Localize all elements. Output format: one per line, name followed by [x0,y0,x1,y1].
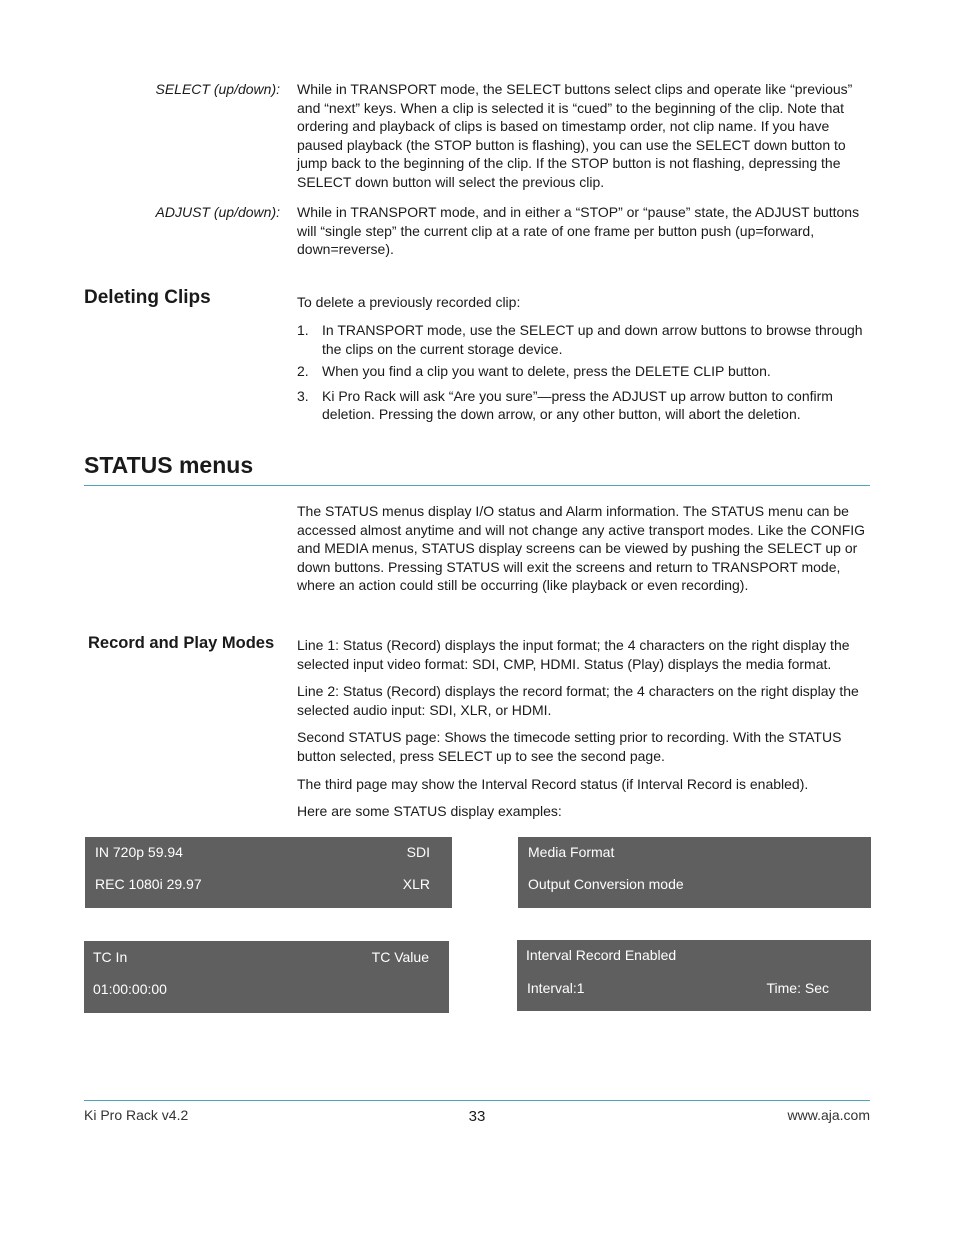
record-play-paragraphs [297,636,872,821]
mode-paragraph: Line 2: Status (Record) displays the record format; the 4 characters on the right display the selected audio input: SDI, XLR, or HDMI. [297,683,859,718]
status-intro: The STATUS menus display I/O status and Alarm information. The STATUS menu can be accessed almost anytime and will not change any active transport modes. Like the CONFIG and MEDIA menus, STATUS display screens can be viewed by pushing the SELECT up or down buttons. Pressing STATUS will exit the screens and return to TRANSPORT mode, where an action could still be occurring (like playback or even recording). [297,503,866,594]
status-menus-heading: STATUS menus [84,452,254,478]
section-rule [84,485,870,486]
page-number: 33 [468,1108,486,1125]
status-display-input [85,837,452,908]
deleting-steps [297,321,872,424]
display-line1-right: SDI [406,844,430,860]
display-line1-left: IN 720p 59.94 [95,844,183,860]
step-text: When you find a clip you want to delete, press the DELETE CLIP button. [322,363,771,380]
display-line2-left: 01:00:00:00 [93,981,167,997]
footer-product: Ki Pro Rack v4.2 [84,1107,189,1123]
step-number: 3. [297,387,309,404]
status-display-timecode [84,941,449,1013]
display-line1-right: TC Value [371,949,429,965]
footer-website: www.aja.com [787,1107,870,1123]
select-description: While in TRANSPORT mode, the SELECT buttons select clips and operate like “previous” and “next” keys. When a clip is selected it is “cued” to the beginning of the clip. Note that ordering and playback of clips is based on timestamp order, not clip name. If you have paused playback (the STOP button is flashing), you can use the SELECT down button to jump back to the beginning of the clip. If the STOP button is not flashing, depressing the SELECT down button will select the previous clip. [297,81,853,190]
mode-paragraph: Here are some STATUS display examples: [297,803,562,820]
select-term: SELECT (up/down): [155,81,280,97]
status-display-media [518,837,871,908]
step-text: Ki Pro Rack will ask “Are you sure”—press the ADJUST up arrow button to confirm deletion. Pressing the down arrow, or any other button, will abort the deletion. [322,387,833,423]
display-line2-left: REC 1080i 29.97 [95,876,202,892]
display-line2-left: Interval:1 [527,980,585,996]
status-display-interval [517,940,871,1011]
display-line1-left: Media Format [528,844,615,860]
mode-paragraph: The third page may show the Interval Record status (if Interval Record is enabled). [297,775,809,792]
mode-paragraph: Second STATUS page: Shows the timecode setting prior to recording. With the STATUS button selected, press SELECT up to see the second page. [297,729,842,764]
display-line2-right: XLR [402,876,430,892]
adjust-description: While in TRANSPORT mode, and in either a “STOP” or “pause” state, the ADJUST buttons will “single step” the current clip at a rate of one frame per button push (up=forward, down=reverse). [297,204,860,258]
deleting-clips-heading: Deleting Clips [84,287,211,308]
display-line2-right: Time: Sec [766,980,829,996]
adjust-term: ADJUST (up/down): [155,204,280,220]
display-line2-left: Output Conversion mode [528,876,684,892]
display-line1-left: TC In [93,949,128,965]
footer-rule [84,1100,870,1101]
step-item [297,321,872,358]
mode-paragraph: Line 1: Status (Record) displays the input format; the 4 characters on the right display the selected input video format: SDI, CMP, HDMI. Status (Play) displays the media format. [297,637,850,672]
deleting-intro: To delete a previously recorded clip: [297,294,521,310]
step-item [297,362,872,381]
step-item [297,387,872,424]
step-text: In TRANSPORT mode, use the SELECT up and down arrow buttons to browse through the clips on the current storage device. [322,322,863,357]
display-line1-left: Interval Record Enabled [526,947,677,963]
record-play-heading: Record and Play Modes [88,634,275,652]
step-number: 2. [297,363,309,380]
step-number: 1. [297,322,309,338]
